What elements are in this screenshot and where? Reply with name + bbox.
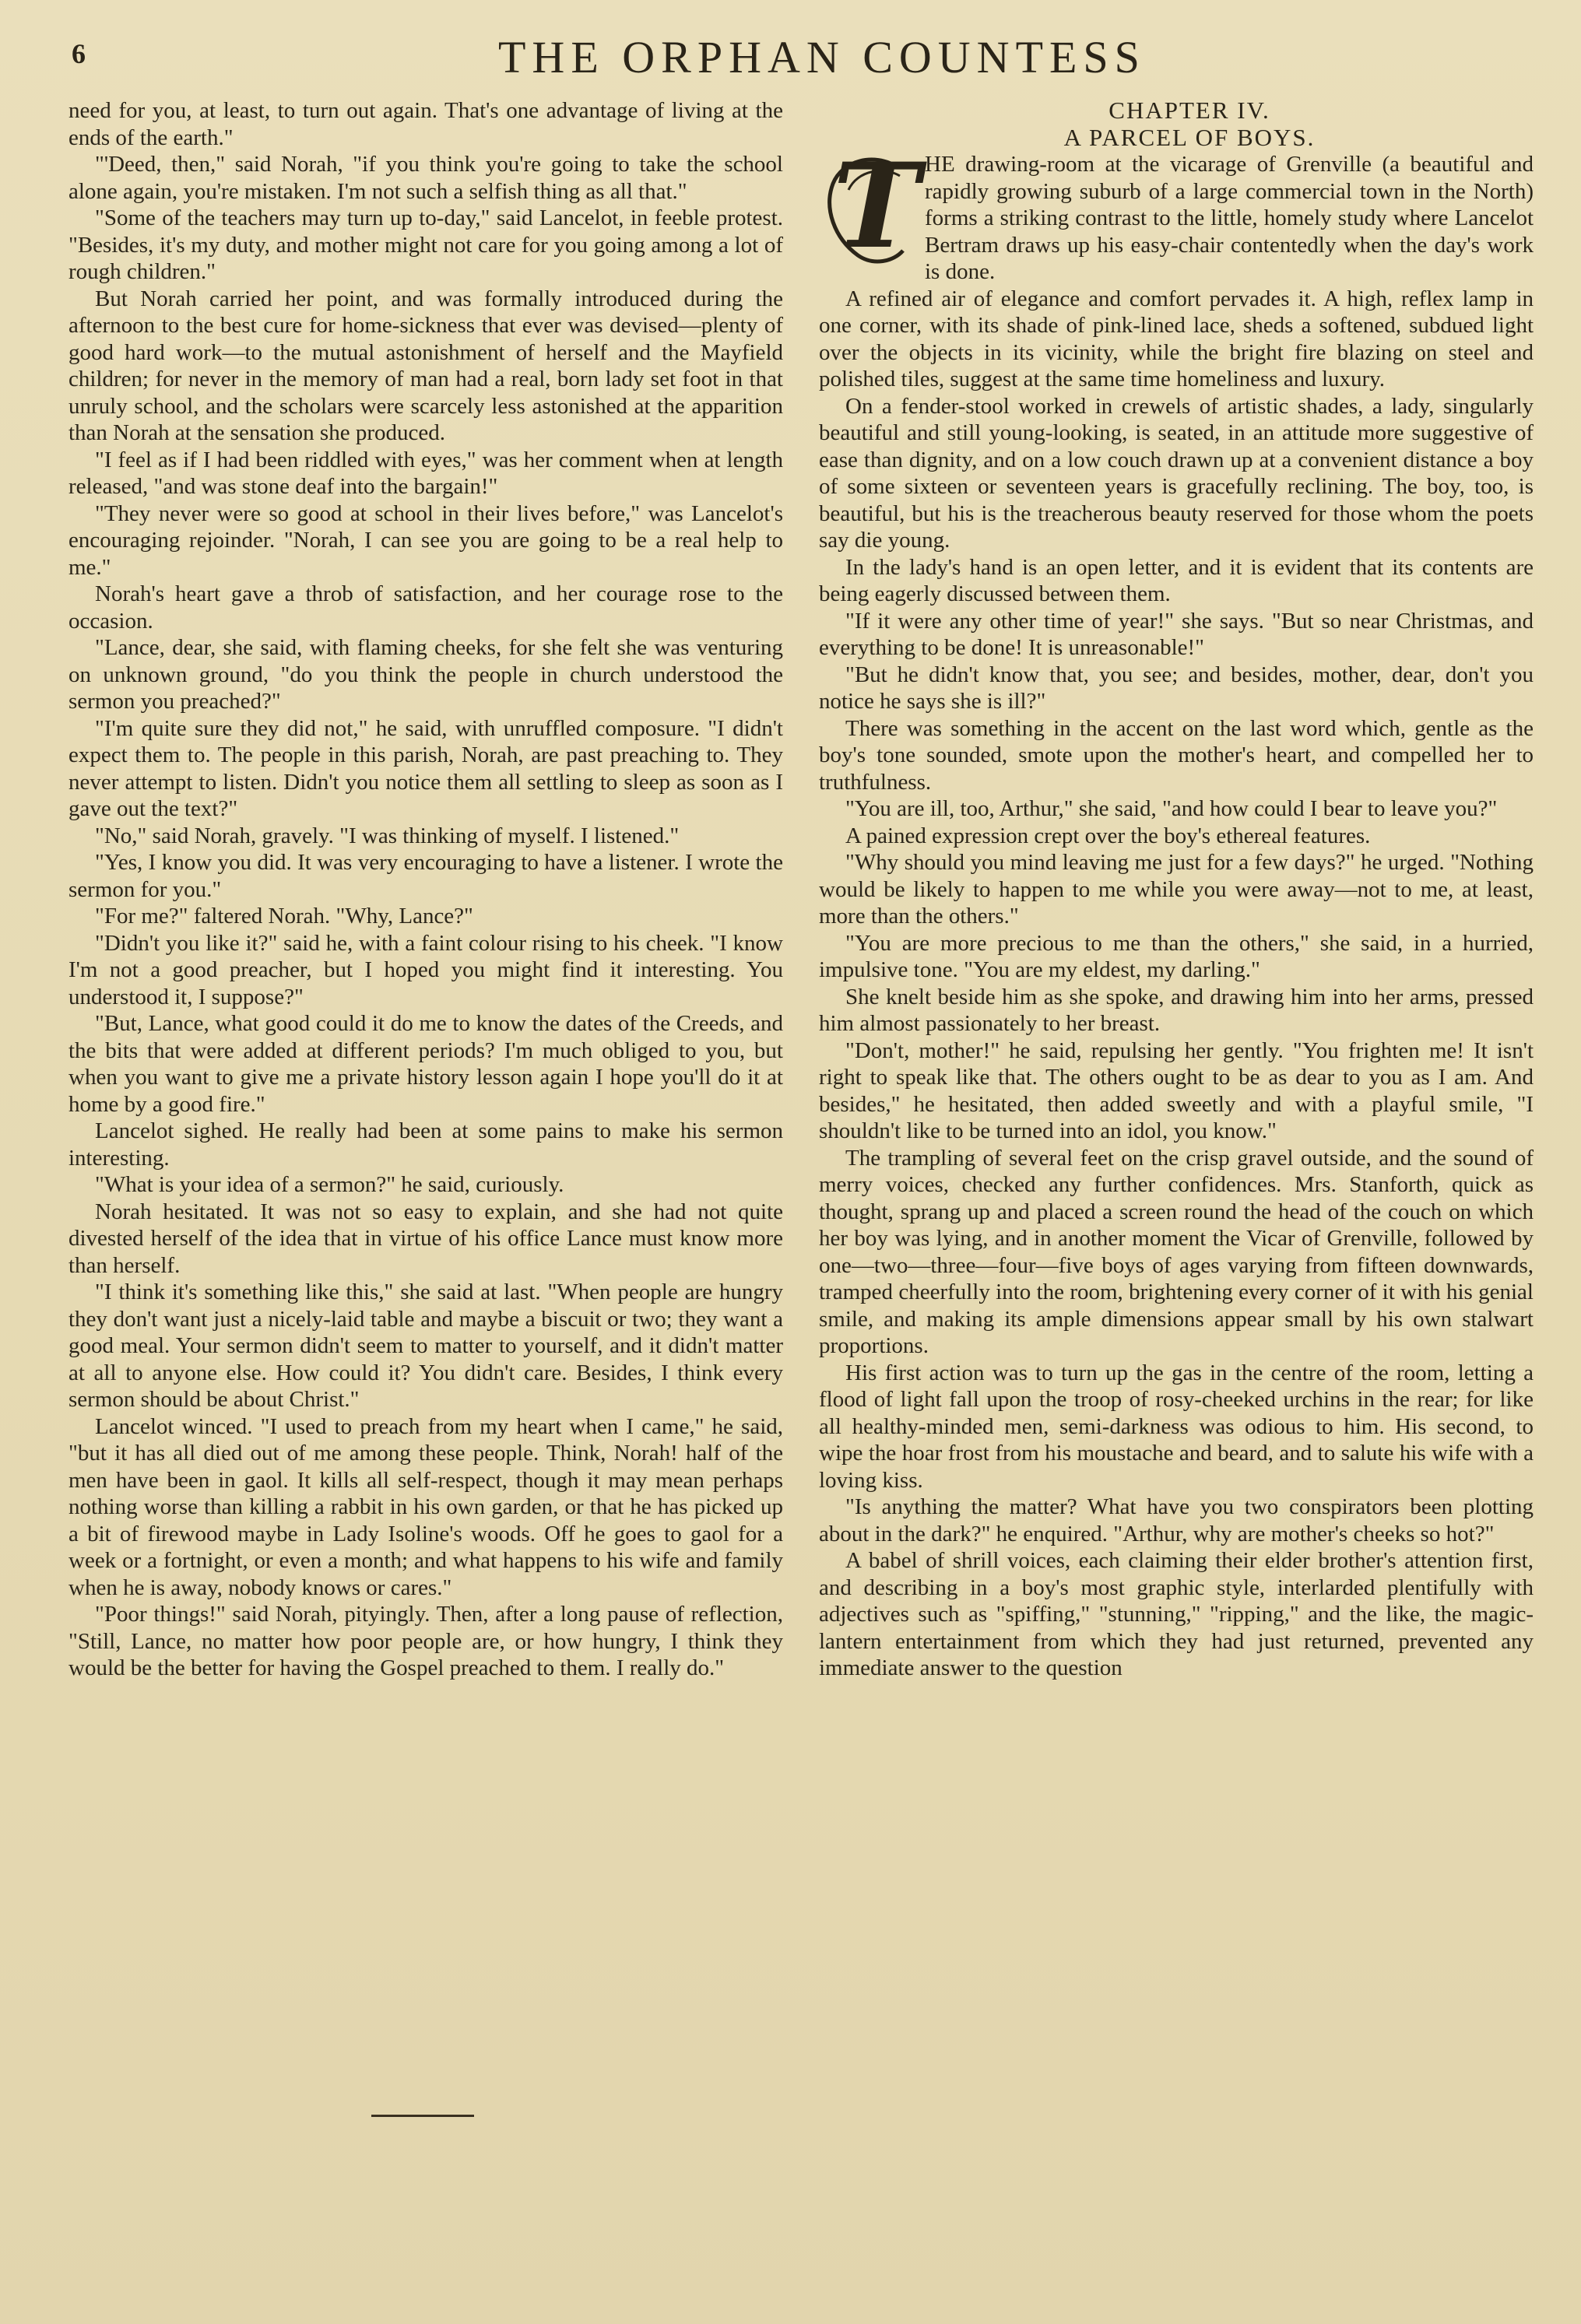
paragraph: "No," said Norah, gravely. "I was thinking of myself. I listened." [95,823,680,848]
paragraph: "Is anything the matter? What have you two conspirators been plotting about in the dark?" he enquired. "Arthur, why are mother's cheeks so hot?" [819,1494,1534,1546]
paragraph: But Norah carried her point, and was formally introduced during the afternoon to the best cure for home-sickness that ever was devised—plenty of good hard work—to the mutual astonishment of herself and the Mayfield children; for never in the memory of man had a real, born lady set foot in that unruly school, and the scholars were scarcely less astonished at the apparition than Norah at the sensation she produced. [69,286,783,445]
paragraph: "For me?" faltered Norah. "Why, Lance?" [95,904,473,929]
paragraph: "'Deed, then," said Norah, "if you think you're going to take the school alone again, you're mistaken. I'm not such a selfish thing as all that." [69,152,783,204]
page-number: 6 [72,38,86,69]
paragraph: "I feel as if I had been riddled with eyes," was her comment when at length released, "and was stone deaf into the bargain!" [69,447,783,499]
drop-cap-letter: T [833,138,920,275]
paragraph: "They never were so good at school in their lives before," was Lancelot's encouraging rejoinder. "Norah, I can see you are going to be a real help to me." [69,500,783,580]
left-column [69,97,783,1682]
paragraph: Norah's heart gave a throb of satisfaction, and her courage rose to the occasion. [69,581,783,634]
paragraph: "Why should you mind leaving me just for a few days?" he urged. "Nothing would be likely to happen to me while you were away—not to me, at least, more than the others." [819,850,1534,929]
paragraph: "But, Lance, what good could it do me to know the dates of the Creeds, and the bits that were added at different periods? I'm much obliged to you, but when you want to give me a private history lesson again I hope you'll do it at home by a good fire." [69,1011,783,1117]
paragraph: Norah hesitated. It was not so easy to explain, and she had not quite divested herself of the idea that in virtue of his office Lance must know more than herself. [69,1199,783,1278]
chapter-opening [819,138,1534,286]
paragraph: In the lady's hand is an open letter, and it is evident that its contents are being eagerly discussed between them. [819,554,1534,606]
paragraph: "Poor things!" said Norah, pityingly. Then, after a long pause of reflection, "Still, Lance, no matter how poor people are, or how hungry, I think they would be the better for having the Gospel preached to them. I really do." [69,1602,783,1680]
paragraph: Lancelot sighed. He really had been at some pains to make his sermon interesting. [69,1118,783,1171]
paragraph: "Some of the teachers may turn up to-day," said Lancelot, in feeble protest. "Besides, it's my duty, and mother might not care for you going among a lot of rough children." [69,205,783,284]
paragraph: The trampling of several feet on the crisp gravel outside, and the sound of merry voices, checked any further confidences. Mrs. Stanforth, quick as thought, sprang up and placed a screen round the head of the couch on which her boy was lying, and in another moment the Vicar of Grenville, followed by one—two—three—four—five boys of ages varying from fifteen downwards, tramped cheerfully into the room, brightening every corner of it with his genial smile, and making its ample dimensions appear small by his own stalwart proportions. [819,1145,1534,1358]
section-end-rule [371,2115,474,2117]
drop-cap-icon [819,138,920,275]
chapter-title: A PARCEL OF BOYS. [1063,123,1316,151]
right-column [819,97,1534,1682]
paragraph: Lancelot winced. "I used to preach from my heart when I came," he said, "but it has all died out of me among these people. Think, Norah! half of the men have been in gaol. It kills all self-respect, though it may mean perhaps nothing worse than killing a rabbit in his own garden, or that he has picked up a bit of firewood maybe in Lady Isoline's woods. Off he goes to gaol for a week or a fortnight, or even a month; and what happens to his wife and family when he is away, nobody knows or cares." [69,1413,783,1600]
paragraph: "I'm quite sure they did not," he said, with unruffled composure. "I didn't expect them to. The people in this parish, Norah, are past preaching to. They never attempt to listen. Didn't you notice them all settling to sleep as soon as I gave out the text?" [69,715,783,821]
paragraph: "Lance, dear, she said, with flaming cheeks, for she felt she was venturing on unknown ground, "do you think the people in church understood the sermon you preached?" [69,635,783,714]
paragraph: A refined air of elegance and comfort pervades it. A high, reflex lamp in one corner, with its shade of pink-lined lace, sheds a softened, subdued light over the objects in its vicinity, while the bright fire blazing on steel and polished tiles, suggest at the same time homeliness and luxury. [819,286,1534,391]
paragraph: HE drawing-room at the vicarage of Grenville (a beautiful and rapidly growing suburb of a large commercial town in the North) forms a striking contrast to the little, homely study where Lancelot Bertram draws up his easy-chair contentedly when the day's work is done. [925,152,1534,284]
paragraph: need for you, at least, to turn out again. That's one advantage of living at the ends of the earth." [69,98,783,150]
paragraph: "Don't, mother!" he said, repulsing her gently. "You frighten me! It isn't right to speak like that. The others ought to be as dear to you as I am. And besides," he hesitated, then added sweetly and with a playful smile, "I shouldn't like to be turned into an idol, you know." [819,1037,1534,1143]
paragraph: On a fender-stool worked in crewels of artistic shades, a lady, singularly beautiful and still young-looking, is seated, in an attitude more suggestive of ease than dignity, and on a low couch drawn up at a convenient distance a boy of some sixteen or seventeen years is gracefully reclining. The boy, too, is beautiful, but his is the treacherous beauty reserved for those whom the poets say die young. [819,393,1534,553]
paragraph: A babel of shrill voices, each claiming their elder brother's attention first, and describing in a boy's most graphic style, interlarded plentifully with adjectives such as "spiffing," "stunning," "ripping," and the like, the magic-lantern entertainment from which they had just returned, prevented any immediate answer to the question [819,1548,1534,1680]
paragraph: She knelt beside him as she spoke, and drawing him into her arms, pressed him almost passionately to her breast. [819,984,1534,1036]
chapter-number: CHAPTER IV. [1108,97,1270,124]
paragraph: "Didn't you like it?" said he, with a faint colour rising to his cheek. "I know I'm not a good preacher, but I hoped you might find it interesting. You understood it, I suppose?" [69,930,783,1009]
paragraph: "But he didn't know that, you see; and besides, mother, dear, don't you notice he says she is ill?" [819,662,1534,714]
paragraph: "I think it's something like this," she said at last. "When people are hungry they don't want just a nicely-laid table and maybe a biscuit or two; they want a good meal. Your sermon didn't seem to matter to yourself, and it didn't matter at all to anyone else. How could it? You didn't care. Besides, I think every sermon should be about Christ." [69,1280,783,1412]
paragraph: "If it were any other time of year!" she says. "But so near Christmas, and everything to be done! It is unreasonable!" [819,608,1534,660]
paragraph: "You are more precious to me than the others," she said, in a hurried, impulsive tone. "You are my eldest, my darling." [819,930,1534,982]
paragraph: "Yes, I know you did. It was very encouraging to have a listener. I wrote the sermon for you." [69,850,783,902]
paragraph: "What is your idea of a sermon?" he said, curiously. [95,1172,564,1197]
running-title: THE ORPHAN COUNTESS [498,32,1146,82]
paragraph: His first action was to turn up the gas in the centre of the room, letting a flood of light fall upon the troop of rosy-cheeked urchins in the rear; for like all healthy-minded men, semi-darkness was odious to him. His second, to wipe the hoar frost from his moustache and beard, and to salute his wife with a loving kiss. [819,1360,1534,1493]
page-header [0,31,1581,86]
paragraph: There was something in the accent on the last word which, gentle as the boy's tone sounded, smote upon the mother's heart, and compelled her to truthfulness. [819,715,1534,795]
paragraph: "You are ill, too, Arthur," she said, "and how could I bear to leave you?" [845,796,1498,821]
paragraph: A pained expression crept over the boy's ethereal features. [845,823,1371,848]
